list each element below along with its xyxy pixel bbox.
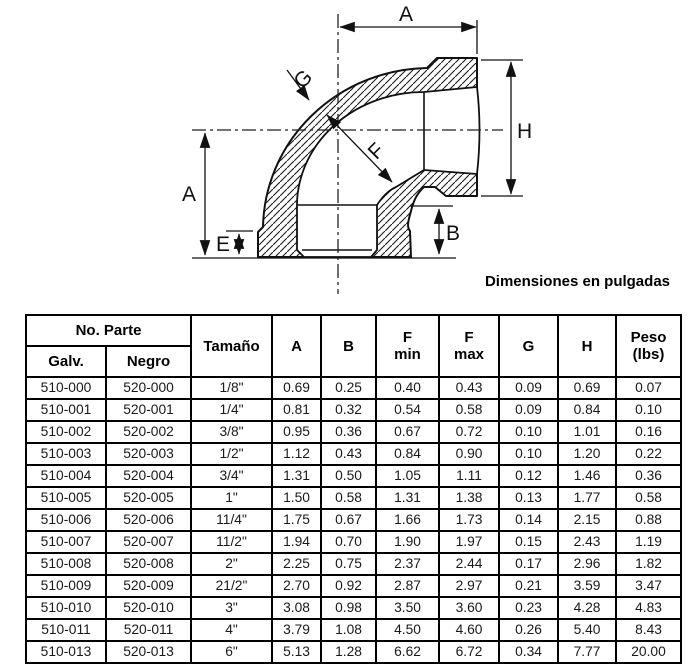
- table-cell: 2.87: [376, 575, 439, 597]
- dimensions-table: [25, 314, 682, 664]
- table-cell: 0.67: [321, 509, 376, 531]
- table-cell: 0.95: [272, 421, 321, 443]
- table-cell: 1.19: [616, 531, 681, 553]
- table-row: [26, 619, 681, 641]
- label-b: B: [446, 222, 461, 245]
- table-cell: 520-007: [106, 531, 191, 553]
- elbow-technical-drawing: [0, 0, 690, 310]
- table-cell: 520-000: [106, 377, 191, 399]
- table-cell: 1/8": [191, 377, 272, 399]
- table-cell: 3.79: [272, 619, 321, 641]
- table-cell: 4.60: [439, 619, 499, 641]
- table-cell: 3.50: [376, 597, 439, 619]
- table-cell: 510-013: [26, 641, 106, 663]
- table-cell: 2.97: [439, 575, 499, 597]
- table-cell: 1.12: [272, 443, 321, 465]
- col-header-f-max-line1: F: [464, 329, 474, 346]
- table-cell: 0.15: [499, 531, 558, 553]
- table-row: [26, 575, 681, 597]
- table-cell: 6.62: [376, 641, 439, 663]
- table-row: [26, 641, 681, 663]
- label-a-top: A: [398, 3, 414, 26]
- table-cell: 8.43: [616, 619, 681, 641]
- col-header-a: A: [272, 315, 321, 377]
- table-cell: 0.09: [499, 399, 558, 421]
- table-row: [26, 465, 681, 487]
- table-cell: 11/2": [191, 531, 272, 553]
- col-header-peso: [616, 315, 681, 377]
- table-cell: 0.43: [321, 443, 376, 465]
- col-header-peso-line2: (lbs): [632, 346, 665, 363]
- table-cell: 1.31: [272, 465, 321, 487]
- table-cell: 510-009: [26, 575, 106, 597]
- table-row: [26, 443, 681, 465]
- table-cell: 2": [191, 553, 272, 575]
- table-cell: 0.58: [616, 487, 681, 509]
- table-cell: 0.69: [558, 377, 616, 399]
- table-cell: 520-001: [106, 399, 191, 421]
- table-cell: 0.70: [321, 531, 376, 553]
- table-row: [26, 597, 681, 619]
- table-cell: 0.16: [616, 421, 681, 443]
- col-header-h: H: [558, 315, 616, 377]
- table-cell: 0.25: [321, 377, 376, 399]
- table-cell: 510-000: [26, 377, 106, 399]
- table-cell: 2.37: [376, 553, 439, 575]
- table-cell: 520-011: [106, 619, 191, 641]
- table-row: [26, 399, 681, 421]
- label-h: H: [517, 120, 533, 143]
- table-cell: 1.97: [439, 531, 499, 553]
- table-row: [26, 421, 681, 443]
- table-cell: 0.10: [499, 443, 558, 465]
- table-cell: 1.11: [439, 465, 499, 487]
- table-cell: 0.17: [499, 553, 558, 575]
- col-header-no-parte: No. Parte: [26, 315, 191, 346]
- table-row: [26, 487, 681, 509]
- table-cell: 1/4": [191, 399, 272, 421]
- table-cell: 0.23: [499, 597, 558, 619]
- table-cell: 520-005: [106, 487, 191, 509]
- table-cell: 1.08: [321, 619, 376, 641]
- table-cell: 1": [191, 487, 272, 509]
- table-cell: 2.25: [272, 553, 321, 575]
- table-cell: 0.22: [616, 443, 681, 465]
- table-body: [26, 377, 681, 663]
- table-cell: 3.59: [558, 575, 616, 597]
- table-cell: 1.66: [376, 509, 439, 531]
- table-cell: 0.54: [376, 399, 439, 421]
- table-cell: 3.47: [616, 575, 681, 597]
- label-e: E: [215, 233, 231, 256]
- table-cell: 11/4": [191, 509, 272, 531]
- table-cell: 21/2": [191, 575, 272, 597]
- table-cell: 520-009: [106, 575, 191, 597]
- table-cell: 520-003: [106, 443, 191, 465]
- table-cell: 2.43: [558, 531, 616, 553]
- table-cell: 0.10: [616, 399, 681, 421]
- table-cell: 4": [191, 619, 272, 641]
- table-cell: 0.88: [616, 509, 681, 531]
- table-cell: 0.72: [439, 421, 499, 443]
- table-cell: 510-011: [26, 619, 106, 641]
- table-row: [26, 553, 681, 575]
- col-header-b: B: [321, 315, 376, 377]
- table-cell: 1.28: [321, 641, 376, 663]
- col-header-f-max: [439, 315, 499, 377]
- table-cell: 1.77: [558, 487, 616, 509]
- col-header-g: G: [499, 315, 558, 377]
- table-cell: 510-004: [26, 465, 106, 487]
- table-cell: 520-010: [106, 597, 191, 619]
- table-cell: 4.50: [376, 619, 439, 641]
- table-cell: 3.08: [272, 597, 321, 619]
- table-cell: 2.44: [439, 553, 499, 575]
- table-cell: 510-005: [26, 487, 106, 509]
- col-header-f-max-line2: max: [454, 346, 485, 363]
- table-cell: 0.50: [321, 465, 376, 487]
- table-cell: 3": [191, 597, 272, 619]
- table-cell: 20.00: [616, 641, 681, 663]
- table-cell: 0.09: [499, 377, 558, 399]
- table-cell: 0.90: [439, 443, 499, 465]
- table-cell: 3/4": [191, 465, 272, 487]
- table-row: [26, 377, 681, 399]
- col-header-f-min-line1: F: [402, 329, 413, 346]
- table-cell: 0.69: [272, 377, 321, 399]
- table-cell: 1.20: [558, 443, 616, 465]
- table-cell: 0.67: [376, 421, 439, 443]
- table-cell: 510-007: [26, 531, 106, 553]
- table-cell: 0.36: [616, 465, 681, 487]
- table-cell: 510-001: [26, 399, 106, 421]
- table-cell: 7.77: [558, 641, 616, 663]
- table-cell: 2.70: [272, 575, 321, 597]
- units-caption: Dimensiones en pulgadas: [484, 273, 670, 290]
- table-cell: 1.46: [558, 465, 616, 487]
- table-cell: 3.60: [439, 597, 499, 619]
- label-f: F: [363, 138, 390, 165]
- table-row: [26, 509, 681, 531]
- table-cell: 1.94: [272, 531, 321, 553]
- table-cell: 6": [191, 641, 272, 663]
- table-cell: 5.13: [272, 641, 321, 663]
- table-cell: 520-004: [106, 465, 191, 487]
- table-cell: 0.26: [499, 619, 558, 641]
- table-cell: 1.31: [376, 487, 439, 509]
- table-cell: 510-002: [26, 421, 106, 443]
- label-g: G: [289, 65, 318, 94]
- table-cell: 0.92: [321, 575, 376, 597]
- col-header-peso-line1: Peso: [630, 329, 667, 346]
- table-cell: 0.36: [321, 421, 376, 443]
- col-header-galv: Galv.: [26, 346, 106, 377]
- table-cell: 0.84: [558, 399, 616, 421]
- table-cell: 0.10: [499, 421, 558, 443]
- table-cell: 1.50: [272, 487, 321, 509]
- col-header-negro: Negro: [106, 346, 191, 377]
- table-cell: 2.15: [558, 509, 616, 531]
- table-cell: 0.98: [321, 597, 376, 619]
- table-cell: 2.96: [558, 553, 616, 575]
- table-cell: 0.40: [376, 377, 439, 399]
- table-cell: 4.83: [616, 597, 681, 619]
- table-cell: 5.40: [558, 619, 616, 641]
- elbow-figure: [0, 0, 690, 310]
- table-cell: 1.75: [272, 509, 321, 531]
- table-cell: 520-006: [106, 509, 191, 531]
- table-cell: 0.43: [439, 377, 499, 399]
- table-cell: 0.81: [272, 399, 321, 421]
- table-cell: 3/8": [191, 421, 272, 443]
- table-cell: 1.38: [439, 487, 499, 509]
- table-cell: 1.82: [616, 553, 681, 575]
- table-cell: 0.58: [321, 487, 376, 509]
- table-cell: 0.58: [439, 399, 499, 421]
- table-cell: 510-008: [26, 553, 106, 575]
- table-cell: 1.73: [439, 509, 499, 531]
- table-cell: 510-003: [26, 443, 106, 465]
- table-cell: 510-006: [26, 509, 106, 531]
- table-cell: 1.05: [376, 465, 439, 487]
- col-header-f-min-line2: min: [394, 346, 421, 363]
- table-cell: 6.72: [439, 641, 499, 663]
- table-cell: 510-010: [26, 597, 106, 619]
- table-cell: 0.34: [499, 641, 558, 663]
- table-cell: 520-013: [106, 641, 191, 663]
- table-cell: 0.32: [321, 399, 376, 421]
- table-cell: 520-008: [106, 553, 191, 575]
- table-cell: 0.21: [499, 575, 558, 597]
- table-cell: 0.14: [499, 509, 558, 531]
- col-header-tamano: Tamaño: [191, 315, 272, 377]
- table-cell: 0.13: [499, 487, 558, 509]
- table-cell: 1/2": [191, 443, 272, 465]
- dim-e: [226, 231, 253, 254]
- table-cell: 520-002: [106, 421, 191, 443]
- table-cell: 1.90: [376, 531, 439, 553]
- table-row: [26, 531, 681, 553]
- label-a-left: A: [181, 183, 197, 206]
- table-cell: 0.75: [321, 553, 376, 575]
- table-cell: 0.07: [616, 377, 681, 399]
- table-cell: 4.28: [558, 597, 616, 619]
- table-cell: 0.12: [499, 465, 558, 487]
- table-cell: 1.01: [558, 421, 616, 443]
- col-header-f-min: [376, 315, 439, 377]
- dimensions-table-wrap: [25, 314, 682, 664]
- table-cell: 0.84: [376, 443, 439, 465]
- table-header: [26, 315, 681, 377]
